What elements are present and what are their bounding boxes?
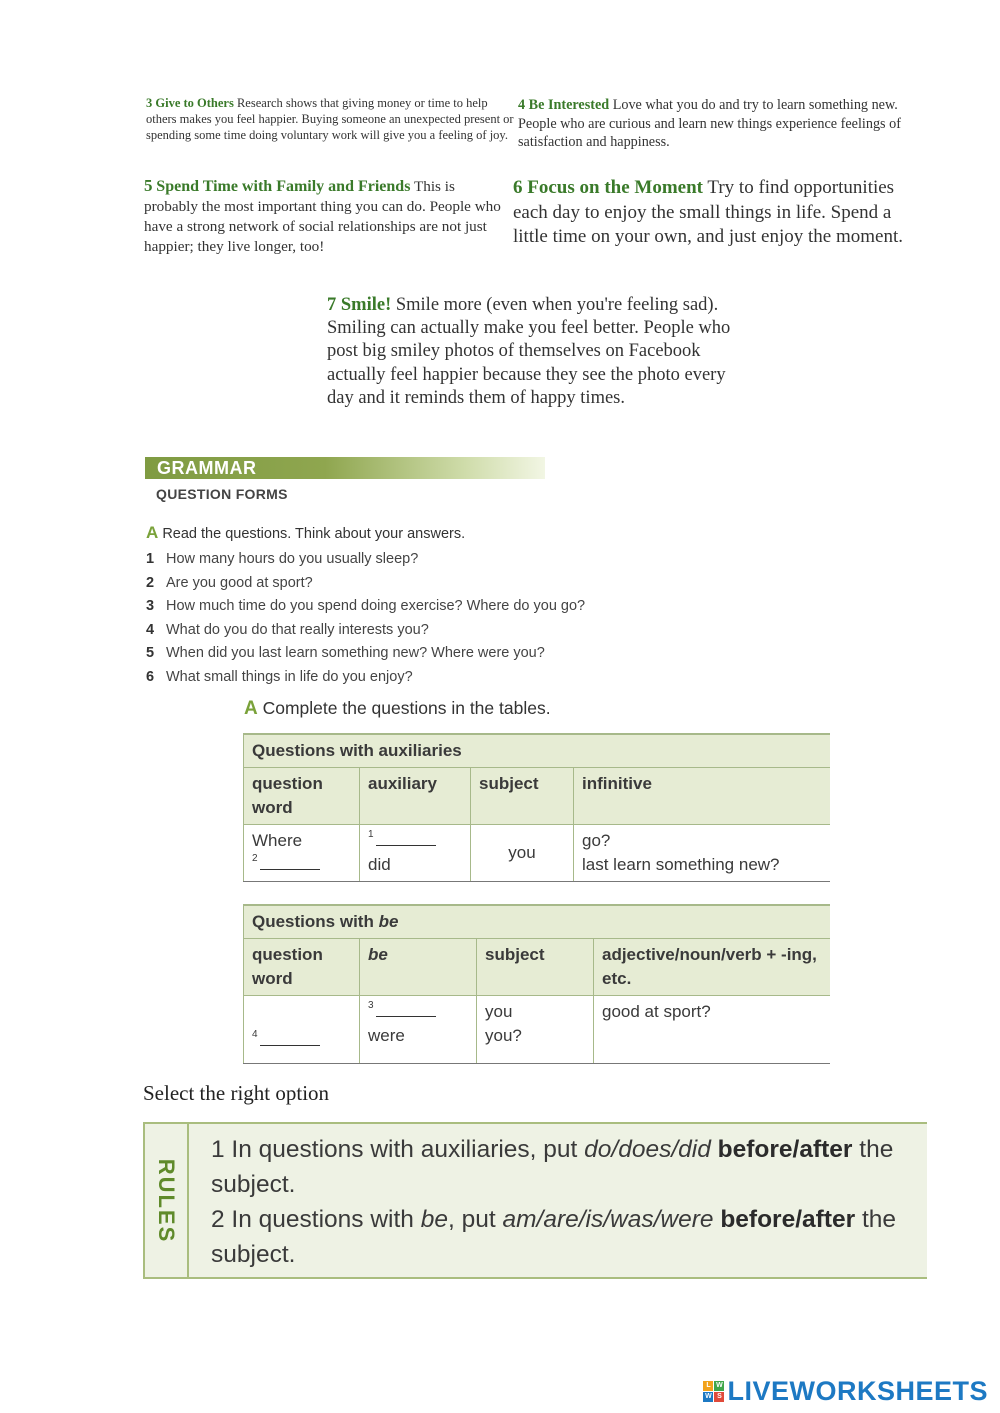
cell-auxiliary <box>360 825 471 882</box>
answer-blank-4[interactable] <box>260 1032 320 1046</box>
list-item <box>146 595 585 619</box>
question-text: How many hours do you usually sleep? <box>166 551 419 567</box>
tip-7-number: 7 <box>327 295 337 315</box>
question-text: What small things in life do you enjoy? <box>166 668 413 685</box>
caption-be: be <box>378 912 399 931</box>
question-text: What do you do that really interests you? <box>166 621 429 638</box>
option-before-1[interactable]: before <box>717 1136 793 1163</box>
tip-6-title: Focus on the Moment <box>527 177 703 198</box>
grammar-banner: GRAMMAR <box>145 457 545 479</box>
infinitive-line: go? <box>582 831 611 850</box>
question-text: Are you good at sport? <box>166 574 313 591</box>
rules-box <box>143 1122 927 1279</box>
question-number: 2 <box>146 574 155 591</box>
gap-number: 1 <box>368 829 374 840</box>
tip-4-title: Be Interested <box>528 97 610 113</box>
select-instruction: Select the right option <box>143 1081 330 1105</box>
tip-3-number: 3 <box>146 96 153 110</box>
tip-4-body: Love what you do and try to learn something new. People who are curious and learn new things experience feelings of satisfaction and happiness. <box>518 97 901 150</box>
tip-6-body: Try to find opportunities each day to enjoy the small things in life. Spend a little time on your own, and just enjoy the moment. <box>513 177 903 247</box>
header-subject: subject <box>477 939 594 996</box>
tip-4-number: 4 <box>518 97 526 113</box>
tip-6 <box>513 176 918 250</box>
question-number: 5 <box>146 645 155 661</box>
subject-line: you <box>485 1002 513 1021</box>
rule-text: 2 In questions with <box>211 1206 421 1233</box>
tip-5-title: Spend Time with Family and Friends <box>156 178 411 195</box>
be-table <box>243 904 830 1064</box>
gap-number: 2 <box>252 853 258 864</box>
tip-3-body: Research shows that giving money or time to help others makes you feel happier. Buying someone an unexpected present or spending some time doing voluntary work will give you a feeling of joy. <box>146 96 514 142</box>
option-after-2[interactable]: after <box>802 1206 856 1233</box>
caption-prefix: Questions with <box>252 912 379 931</box>
table-caption <box>244 905 831 939</box>
question-number: 4 <box>146 621 155 638</box>
tip-5 <box>144 176 504 257</box>
cell-subject <box>477 996 594 1064</box>
infinitive-line: last learn something new? <box>582 855 780 874</box>
cell-complement: good at sport? <box>594 996 831 1064</box>
rule-italic: be <box>420 1206 448 1233</box>
header-complement: adjective/noun/verb + -ing, etc. <box>594 939 831 996</box>
tip-7 <box>327 294 752 410</box>
be-were: were <box>368 1026 405 1045</box>
list-item <box>146 572 585 596</box>
header-question-word: question word <box>244 768 360 825</box>
header-be: be <box>360 939 477 996</box>
question-number: 3 <box>146 598 155 614</box>
exercise-a-instruction <box>146 523 465 543</box>
cell-be <box>360 996 477 1064</box>
rule-text: 1 In questions with auxiliaries, put <box>211 1136 585 1163</box>
logo-mark-cell: L <box>703 1381 713 1391</box>
rules-tab <box>145 1124 189 1277</box>
subject-line: you? <box>485 1026 522 1045</box>
rule-1 <box>211 1132 921 1202</box>
question-list <box>146 548 585 689</box>
answer-blank-2[interactable] <box>260 856 320 870</box>
tip-3 <box>146 95 516 143</box>
logo-mark-cell: W <box>705 1392 712 1400</box>
option-after-1[interactable]: after <box>799 1136 853 1163</box>
tip-5-body: This is probably the most important thing you can do. People who have a strong network of social relationships are not just happier; they live longer, too! <box>144 178 501 255</box>
answer-blank-1[interactable] <box>376 832 436 846</box>
cell-question-word <box>244 825 360 882</box>
header-question-word: question word <box>244 939 360 996</box>
table-caption: Questions with auxiliaries <box>244 734 831 768</box>
complete-instruction <box>244 698 551 720</box>
question-number: 6 <box>146 668 155 685</box>
cell-infinitive <box>574 825 831 882</box>
header-infinitive: infinitive <box>574 768 831 825</box>
answer-blank-3[interactable] <box>376 1003 436 1017</box>
rule-text: the subject. <box>211 1206 897 1268</box>
liveworksheets-logo[interactable] <box>703 1376 988 1406</box>
complete-text: Complete the questions in the tables. <box>262 698 551 718</box>
list-item <box>146 642 585 666</box>
rule-text: , put <box>448 1206 503 1233</box>
rule-italic: do/does/did <box>584 1136 711 1163</box>
question-forms-subheading: QUESTION FORMS <box>156 486 288 502</box>
tip-6-number: 6 <box>513 177 523 198</box>
exercise-text: Read the questions. Think about your answers. <box>162 526 466 542</box>
gap-number: 3 <box>368 1000 374 1011</box>
header-subject: subject <box>471 768 574 825</box>
option-slash: / <box>792 1136 800 1163</box>
header-auxiliary: auxiliary <box>360 768 471 825</box>
option-slash: / <box>795 1206 803 1233</box>
rule-text: the subject. <box>211 1136 894 1198</box>
gap-number: 4 <box>252 1029 258 1040</box>
logo-mark-cell: W <box>716 1381 723 1389</box>
tip-3-title: Give to Others <box>155 96 234 110</box>
rules-text <box>211 1132 921 1272</box>
logo-text: LIVEWORKSHEETS <box>727 1375 988 1406</box>
list-item <box>146 619 585 643</box>
question-text: When did you last learn something new? Where were you? <box>166 645 545 661</box>
logo-mark-cell: S <box>714 1392 724 1402</box>
cell-subject: you <box>471 825 574 882</box>
complete-letter: A <box>244 698 258 719</box>
tip-7-title: Smile! <box>340 295 392 315</box>
cell-question-word <box>244 996 360 1064</box>
tip-7-body: Smile more (even when you're feeling sad). Smiling can actually make you feel better. People who post big smiley photos of themselves on Facebook actually feel happier because they see the photo every day and it reminds them of happy times. <box>327 295 731 408</box>
question-text: How much time do you spend doing exercise? Where do you go? <box>166 598 586 614</box>
list-item <box>146 548 585 572</box>
question-number: 1 <box>146 551 155 567</box>
auxiliaries-table <box>243 733 830 882</box>
tip-4 <box>518 96 928 152</box>
auxiliary-did: did <box>368 855 391 874</box>
logo-mark-icon <box>703 1381 724 1402</box>
question-word-where: Where <box>252 831 303 850</box>
rules-label: RULES <box>154 1158 179 1243</box>
list-item <box>146 666 585 690</box>
rule-italic: am/are/is/was/were <box>502 1206 714 1233</box>
tip-5-number: 5 <box>144 176 153 195</box>
exercise-letter: A <box>146 523 159 542</box>
rule-2 <box>211 1202 921 1272</box>
option-before-2[interactable]: before <box>720 1206 796 1233</box>
